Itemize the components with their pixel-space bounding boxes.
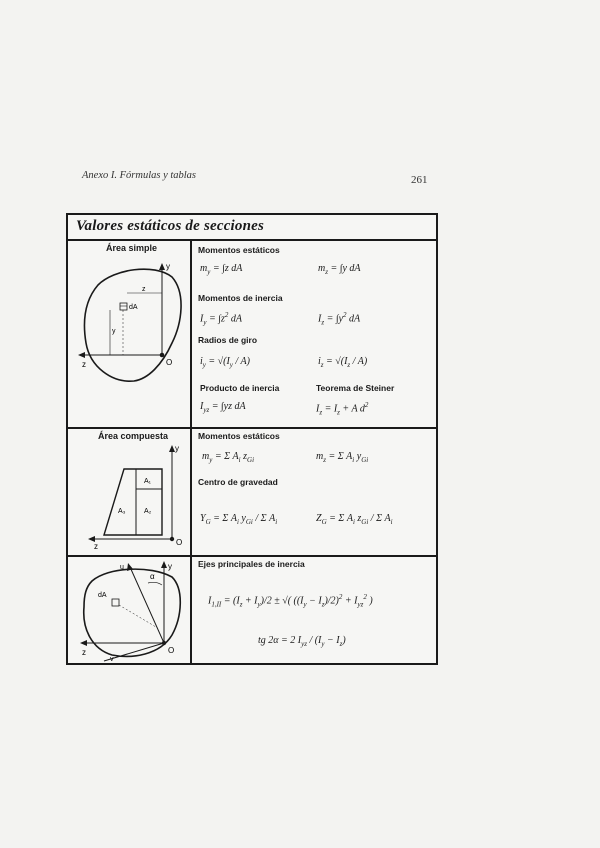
fig3-z-label: z — [82, 648, 86, 657]
formula-principal-moments: $I_{1,II} = (I_z + I_y)/2$ ± √( $((I_y - I_z)/2)^2 + I_{yz}^2$ ) — [208, 593, 373, 609]
running-header: Anexo I. Fórmulas y tablas — [82, 170, 197, 181]
fig1-origin-label: O — [166, 358, 173, 367]
formula-steiner: $I_z = I_z + A$ $d^2$ — [316, 401, 369, 417]
formula-table — [66, 213, 438, 665]
row-divider-2 — [68, 555, 436, 557]
column-divider — [190, 239, 192, 663]
composite-area-figure — [74, 441, 186, 551]
principal-axes-figure — [74, 559, 186, 663]
heading-center-of-gravity: Centro de gravedad — [198, 477, 278, 487]
heading-static-moments: Momentos estáticos — [198, 245, 280, 255]
heading-moments-of-inertia: Momentos de inercia — [198, 293, 283, 303]
fig1-y-label: y — [166, 262, 170, 271]
simple-area-figure — [74, 253, 186, 403]
formula-iz: $i_z = √(I_z / A)$ — [318, 356, 368, 369]
formula-mz-composite: $m_z = \Sigma$ $A_i$ $y_{Gi}$ — [316, 451, 369, 464]
formula-YG: $Y_G = \Sigma$ $A_i$ $y_{Gi}$ / Σ $A_i$ — [200, 513, 278, 526]
formula-ZG: $Z_G = \Sigma$ $A_i$ $z_{Gi}$ / Σ $A_i$ — [316, 513, 393, 526]
formula-Iy: $I_y = \int z^2$ dA — [200, 311, 242, 327]
formula-my-composite: $m_y = \Sigma$ $A_i$ $z_{Gi}$ — [202, 451, 255, 464]
row-divider-1 — [68, 427, 436, 429]
formula-my: $m_y = \int z$ dA — [200, 263, 243, 276]
formula-Iyz: $I_{yz} = \int yz$ dA — [200, 401, 246, 414]
fig1-y-dim-label: y — [112, 328, 116, 335]
fig3-alpha-label: α — [150, 572, 155, 581]
case-title-composite-area: Área compuesta — [98, 431, 169, 441]
fig3-v-label: v — [110, 656, 114, 663]
heading-static-moments-composite: Momentos estáticos — [198, 431, 280, 441]
fig1-dA-label: dA — [129, 304, 138, 311]
fig2-A1-label: A₁ — [144, 478, 152, 485]
page-number: 261 — [411, 174, 428, 186]
fig3-y-label: y — [168, 562, 172, 571]
fig2-origin-label: O — [176, 538, 183, 547]
heading-steiner-theorem: Teorema de Steiner — [316, 383, 395, 393]
heading-product-of-inertia: Producto de inercia — [200, 383, 280, 393]
formula-mz: $m_z = \int y$ dA — [318, 263, 361, 276]
heading-radius-of-gyration: Radios de giro — [198, 335, 258, 345]
formula-principal-angle: tg 2α = 2 $I_{yz} / (I_y - I_z)$ — [258, 635, 346, 648]
fig2-A2-label: A₂ — [144, 508, 152, 515]
formula-iy: $i_y = √(I_y / A)$ — [200, 356, 250, 369]
title-divider — [68, 239, 436, 241]
fig3-origin-label: O — [168, 646, 175, 655]
case-title-simple-area: Área simple — [106, 243, 158, 253]
fig3-u-label: u — [120, 564, 124, 571]
fig2-A3-label: A₃ — [118, 508, 126, 515]
fig1-z-axis-label: z — [82, 360, 86, 369]
fig2-z-label: z — [94, 542, 98, 551]
formula-Iz: $I_z = \int y^2$ dA — [318, 311, 361, 327]
table-title: Valores estáticos de secciones — [76, 218, 265, 234]
fig3-dA-label: dA — [98, 592, 107, 599]
fig1-z-dim-label: z — [142, 286, 146, 293]
fig2-y-label: y — [175, 444, 179, 453]
heading-principal-axes: Ejes principales de inercia — [198, 559, 305, 569]
